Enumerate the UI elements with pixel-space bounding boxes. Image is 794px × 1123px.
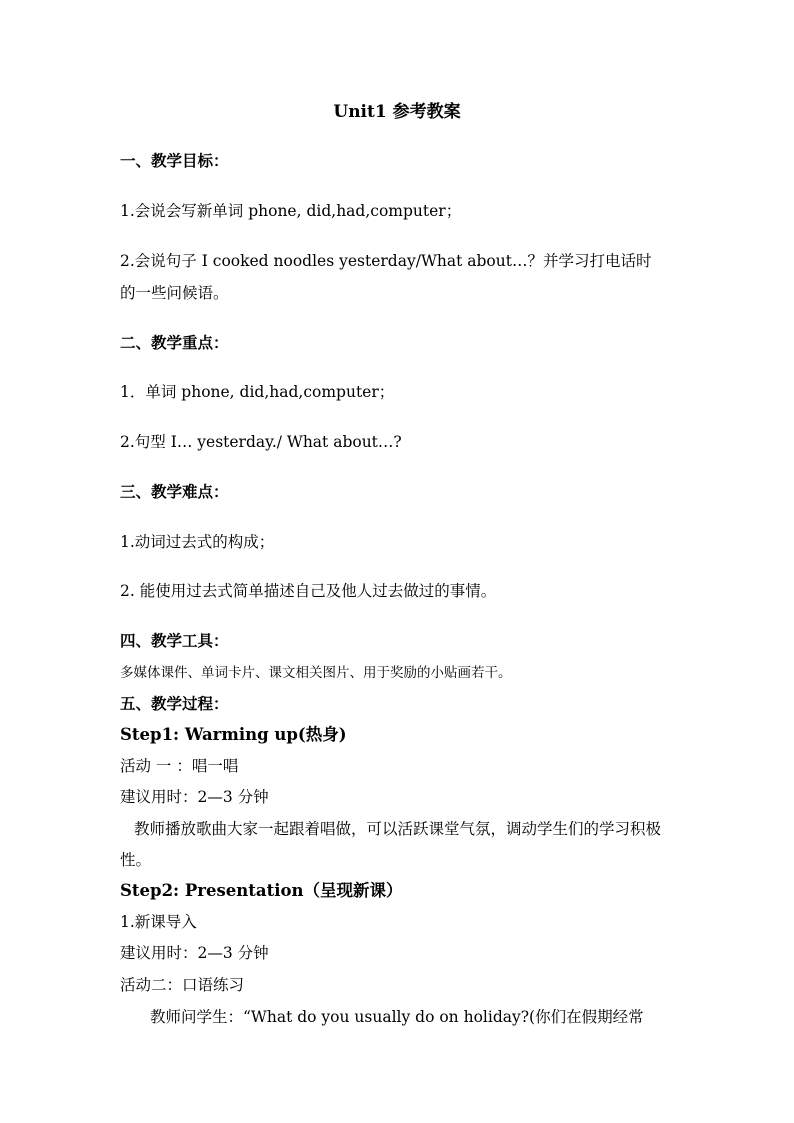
key-point-2: 2.句型 I… yesterday./ What about…?: [120, 433, 402, 451]
tools-list: 多媒体课件、单词卡片、课文相关图片、用于奖励的小贴画若干。: [120, 665, 512, 681]
step1-description: 教师播放歌曲大家一起跟着唱做，可以活跃课堂气氛，调动学生们的学习积极: [134, 820, 662, 838]
step1-description-continued: 性。: [120, 851, 152, 869]
section-heading-process: 五、教学过程：: [120, 694, 229, 713]
objective-2-continued: 的一些问候语。: [120, 284, 229, 302]
step2-heading: Step2: Presentation（呈现新课）: [120, 881, 403, 900]
teacher-question: 教师问学生：“What do you usually do on holiday?(你们在假期经常: [150, 1008, 644, 1026]
activity-2: 活动二：口语练习: [120, 976, 245, 994]
key-point-1: 1．单词 phone, did,had,computer；: [120, 383, 395, 401]
difficulty-1: 1.动词过去式的构成；: [120, 533, 275, 551]
section-heading-objectives: 一、教学目标：: [120, 151, 229, 170]
suggested-time-1: 建议用时：2—3 分钟: [120, 788, 269, 806]
new-lesson-intro: 1.新课导入: [120, 913, 197, 931]
section-heading-difficulties: 三、教学难点：: [120, 482, 229, 501]
document-title: Unit1 参考教案: [333, 102, 461, 122]
activity-1: 活动 一 ：唱一唱: [120, 757, 239, 775]
suggested-time-2: 建议用时：2—3 分钟: [120, 944, 269, 962]
section-heading-tools: 四、教学工具：: [120, 631, 229, 650]
step1-heading: Step1: Warming up(热身): [120, 725, 347, 744]
objective-1: 1.会说会写新单词 phone, did,had,computer；: [120, 202, 462, 220]
objective-2: 2.会说句子 I cooked noodles yesterday/What about…？并学习打电话时: [120, 252, 652, 270]
section-heading-key-points: 二、教学重点：: [120, 333, 229, 352]
difficulty-2: 2. 能使用过去式简单描述自己及他人过去做过的事情。: [120, 582, 497, 600]
